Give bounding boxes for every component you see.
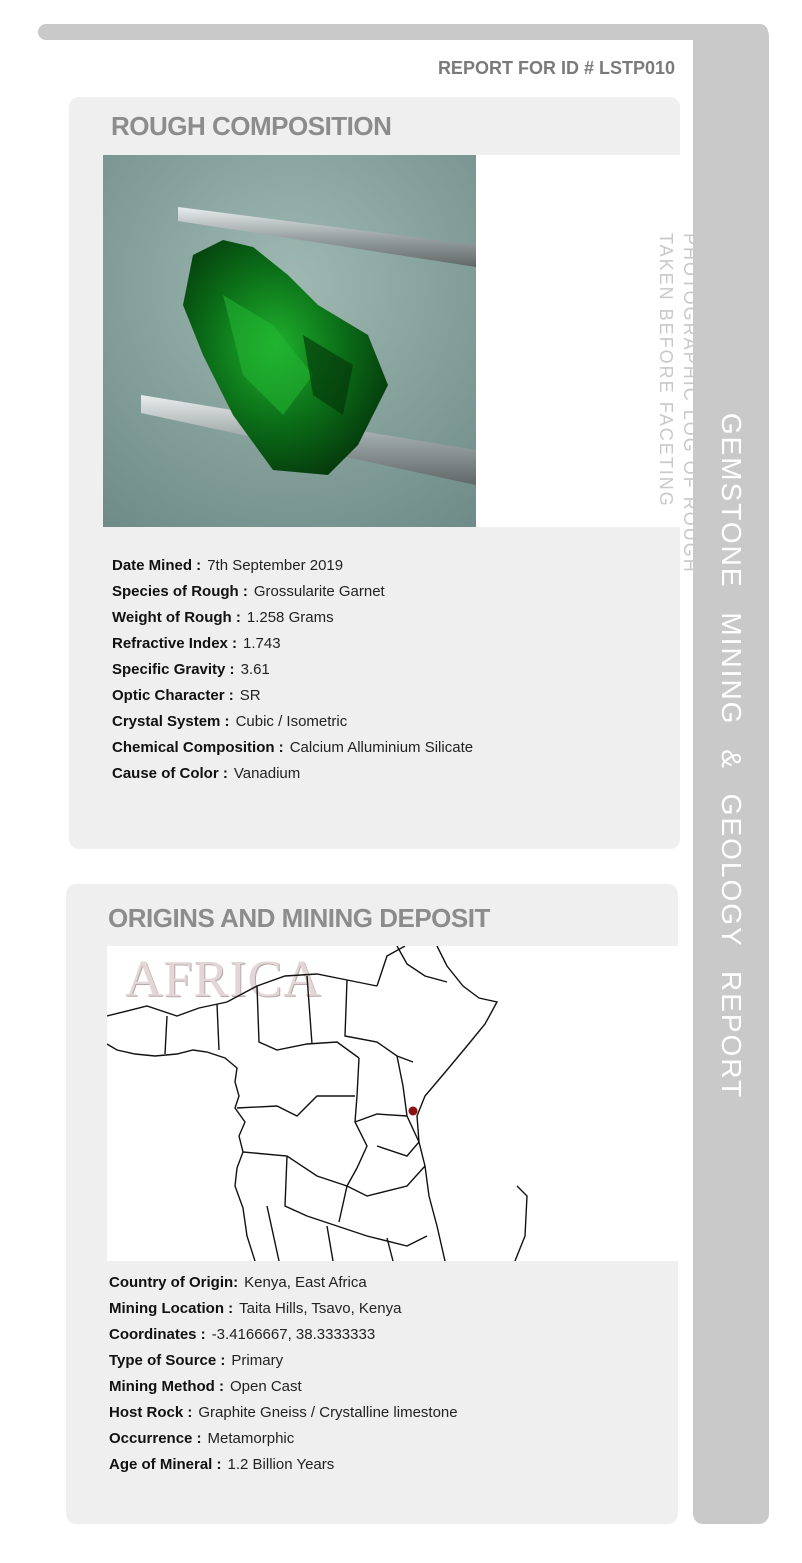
spec-row <box>112 553 473 579</box>
spec-label: Age of Mineral : <box>109 1456 222 1473</box>
spec-value: Calcium Alluminium Silicate <box>289 739 474 756</box>
spec-row <box>109 1270 458 1296</box>
origins-title: ORIGINS AND MINING DEPOSIT <box>108 903 490 933</box>
spec-row <box>109 1322 458 1348</box>
spec-row <box>109 1296 458 1322</box>
spec-label: Specific Gravity : <box>112 661 235 678</box>
spec-value: Grossularite Garnet <box>253 583 385 600</box>
spec-row <box>109 1426 458 1452</box>
spec-row <box>112 631 473 657</box>
spec-value: 7th September 2019 <box>207 557 344 574</box>
spec-value: Vanadium <box>233 765 301 782</box>
map-label: AFRICA <box>125 951 322 1008</box>
spec-label: Date Mined : <box>112 557 202 574</box>
spec-label: Chemical Composition : <box>112 739 284 756</box>
spec-value: 1.743 <box>243 635 281 652</box>
report-side-title: GEMSTONE MINING & GEOLOGY REPORT <box>716 412 747 1100</box>
spec-row <box>109 1374 458 1400</box>
spec-label: Optic Character : <box>112 687 234 704</box>
spec-row <box>112 683 473 709</box>
rough-gemstone-photo <box>103 155 476 527</box>
spec-row <box>112 709 473 735</box>
spec-row <box>109 1400 458 1426</box>
spec-row <box>112 605 473 631</box>
spec-label: Coordinates : <box>109 1326 206 1343</box>
rough-composition-card <box>69 97 700 849</box>
spec-value: 1.2 Billion Years <box>227 1456 335 1473</box>
spec-value: Cubic / Isometric <box>235 713 348 730</box>
spec-label: Mining Method : <box>109 1378 224 1395</box>
spec-value: Metamorphic <box>207 1430 295 1447</box>
spec-label: Crystal System : <box>112 713 230 730</box>
spec-label: Species of Rough : <box>112 583 248 600</box>
spec-value: Open Cast <box>229 1378 302 1395</box>
spec-row <box>112 579 473 605</box>
spec-label: Mining Location : <box>109 1300 234 1317</box>
spec-row <box>112 657 473 683</box>
spec-value: 3.61 <box>240 661 270 678</box>
spec-value: Kenya, East Africa <box>244 1274 367 1291</box>
origin-spec-list <box>109 1270 458 1478</box>
spec-label: Cause of Color : <box>112 765 228 782</box>
report-id: REPORT FOR ID # LSTP010 <box>437 58 675 78</box>
photo-caption: PHOTOGRAPHIC LOG OF ROUGH TAKEN BEFORE FACETING <box>656 233 700 574</box>
origins-card <box>66 884 678 1524</box>
spec-value: Taita Hills, Tsavo, Kenya <box>239 1300 402 1317</box>
spec-label: Weight of Rough : <box>112 609 241 626</box>
mining-location-marker <box>409 1107 418 1116</box>
spec-label: Type of Source : <box>109 1352 226 1369</box>
spec-label: Host Rock : <box>109 1404 193 1421</box>
spec-row <box>109 1348 458 1374</box>
spec-value: Primary <box>231 1352 284 1369</box>
top-frame-bar <box>38 24 768 40</box>
spec-label: Country of Origin: <box>109 1274 239 1291</box>
spec-value: 1.258 Grams <box>246 609 334 626</box>
spec-label: Refractive Index : <box>112 635 238 652</box>
spec-row <box>112 735 473 761</box>
spec-value: -3.4166667, 38.3333333 <box>211 1326 376 1343</box>
africa-map-panel <box>107 946 678 1261</box>
spec-value: Graphite Gneiss / Crystalline limestone <box>198 1404 458 1421</box>
spec-value: SR <box>239 687 261 704</box>
spec-row <box>112 761 473 787</box>
rough-composition-title: ROUGH COMPOSITION <box>111 111 392 141</box>
spec-label: Occurrence : <box>109 1430 202 1447</box>
rough-spec-list <box>112 553 473 787</box>
spec-row <box>109 1452 458 1478</box>
africa-map <box>107 946 678 1261</box>
